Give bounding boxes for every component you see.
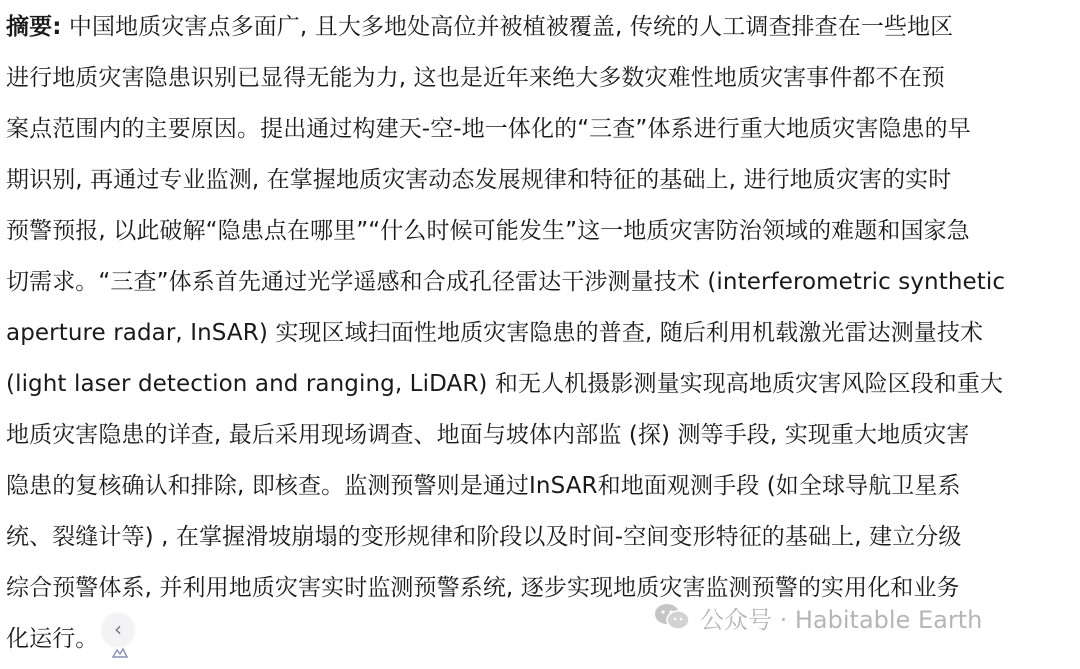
abstract-line: aperture radar, InSAR) 实现区域扫面性地质灾害隐患的普查, 随后利用机载激光雷达测量技术 [6,320,984,346]
wechat-icon [652,602,692,632]
abstract-line: 化运行。 [6,626,99,652]
watermark-text: 公众号 · Habitable Earth [700,605,983,634]
watermark [652,600,982,634]
abstract-line: (light laser detection and ranging, LiDAR) 和无人机摄影测量实现高地质灾害风险区段和重大 [6,371,1004,397]
abstract-line: 进行地质灾害隐患识别已显得无能为力, 这也是近年来绝大多数灾难性地质灾害事件都不在预 [6,65,945,91]
abstract-line: 预警预报, 以此破解“隐患点在哪里”“什么时候可能发生”这一地质灾害防治领域的难题和国家急 [6,218,970,244]
abstract-line: 统、裂缝计等) , 在掌握滑坡崩塌的变形规律和阶段以及时间-空间变形特征的基础上, 建立分级 [6,524,962,550]
abstract-line: 期识别, 再通过专业监测, 在掌握地质灾害动态发展规律和特征的基础上, 进行地质灾害的实时 [6,167,952,193]
abstract-line: 综合预警体系, 并利用地质灾害实时监测预警系统, 逐步实现地质灾害监测预警的实用化和业务 [6,575,960,601]
abstract-line: 切需求。“三查”体系首先通过光学遥感和合成孔径雷达干涉测量技术 (interferometric synthetic [6,269,1006,295]
prev-arrow-button[interactable] [103,614,133,646]
abstract-line: 地质灾害隐患的详查, 最后采用现场调查、地面与坡体内部监 (探) 测等手段, 实现重大地质灾害 [6,422,970,448]
abstract-paragraph [6,6,1076,669]
share-icon[interactable] [110,646,130,660]
abstract-line [6,6,1076,57]
chevron-left-icon: ‹ [114,617,122,641]
abstract-label: 摘要: [6,14,62,40]
abstract-line: 案点范围内的主要原因。提出通过构建天-空-地一体化的“三查”体系进行重大地质灾害隐患的早 [6,116,971,142]
abstract-line-text: 中国地质灾害点多面广, 且大多地处高位并被植被覆盖, 传统的人工调查排查在一些地区 [61,14,954,40]
abstract-line: 隐患的复核确认和排除, 即核查。监测预警则是通过InSAR和地面观测手段 (如全球导航卫星系 [6,473,961,499]
